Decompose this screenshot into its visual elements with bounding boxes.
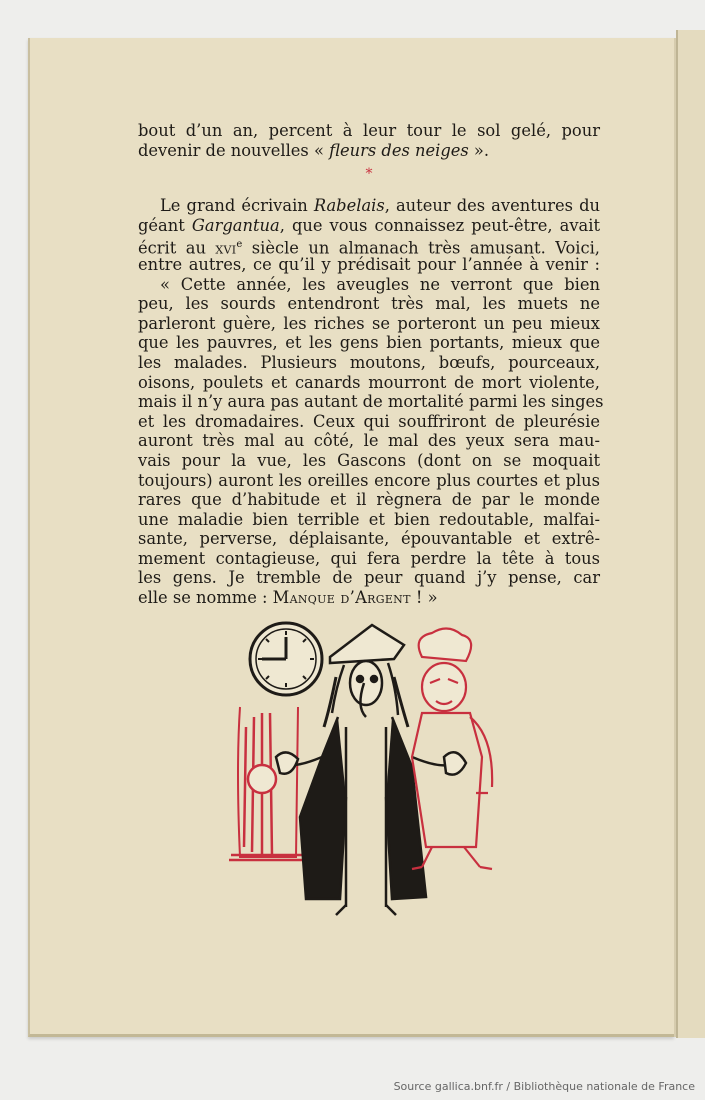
italic-term: fleurs des neiges <box>329 140 469 160</box>
text-line: sante, perverse, déplaisante, épouvantable et extrê- <box>138 529 600 549</box>
text-line: toujours) auront les oreilles encore plus courtes et plus <box>138 470 600 490</box>
text-line <box>138 588 600 608</box>
small-caps-phrase: Manque d’Argent <box>272 588 411 608</box>
paragraph-1 <box>138 121 600 160</box>
text-line: vais pour la vue, les Gascons (dont on se moquait <box>138 450 600 470</box>
text-line <box>138 216 600 236</box>
adjacent-page-edge <box>676 30 705 1038</box>
text-fragment: elle se nomme : <box>138 588 273 608</box>
text-fragment: devenir de nouvelles « <box>138 140 330 160</box>
illustration-penniless-man <box>226 617 506 917</box>
page-text <box>138 121 604 608</box>
text-line: et les dromadaires. Ceux qui souffriront de pleurésie <box>138 411 600 431</box>
text-line: « Cette année, les aveugles ne verront que bien <box>160 274 600 294</box>
text-line: oisons, poulets et canards mourront de mort violente, <box>138 372 600 392</box>
text-line <box>138 235 600 258</box>
italic-name: Rabelais <box>313 196 385 216</box>
source-credit: Source gallica.bnf.fr / Bibliothèque nationale de France <box>393 1080 695 1093</box>
text-line <box>138 141 600 161</box>
text-line: les malades. Plusieurs moutons, bœufs, pourceaux, <box>138 352 600 372</box>
text-line <box>138 196 600 216</box>
text-line: rares que d’habitude et il règnera de par le monde <box>138 490 600 510</box>
text-line: une maladie bien terrible et bien redoutable, malfai- <box>138 509 600 529</box>
century-numeral: xvi <box>215 238 237 258</box>
cook-illustration <box>412 628 492 869</box>
text-line: parleront guère, les riches se porteront un peu mieux <box>138 313 600 333</box>
text-line: mais il n’y aura pas autant de mortalité parmi les singes <box>138 392 604 412</box>
text-line: entre autres, ce qu’il y prédisait pour l’année à venir : <box>138 254 600 274</box>
text-line: bout d’un an, percent à leur tour le sol gelé, pour <box>138 121 600 140</box>
text-line: les gens. Je tremble de peur quand j’y pense, car <box>138 568 600 588</box>
text-line: que les pauvres, et les gens bien portants, mieux que <box>138 333 600 353</box>
text-fragment: ! » <box>410 588 438 608</box>
text-line: auront très mal au côté, le mal des yeux sera mau- <box>138 431 600 451</box>
text-line: mement contagieuse, qui fera perdre la tête à tous <box>138 548 600 568</box>
asterisk-separator: * <box>365 166 373 183</box>
paragraph-2 <box>138 196 604 608</box>
text-line: peu, les sourds entendront très mal, les muets ne <box>138 294 600 314</box>
text-fragment: , auteur des aventures du <box>384 196 600 216</box>
superscript: e <box>236 239 243 251</box>
text-fragment: géant <box>138 215 192 235</box>
text-fragment: écrit au <box>138 238 216 258</box>
text-fragment: , que vous connaissez peut-être, avait <box>279 215 601 235</box>
text-fragment: ». <box>468 140 490 160</box>
text-fragment: Le grand écrivain <box>160 196 314 216</box>
text-fragment: siècle un almanach très amusant. Voici, <box>242 238 600 258</box>
italic-name: Gargantua <box>191 215 280 235</box>
